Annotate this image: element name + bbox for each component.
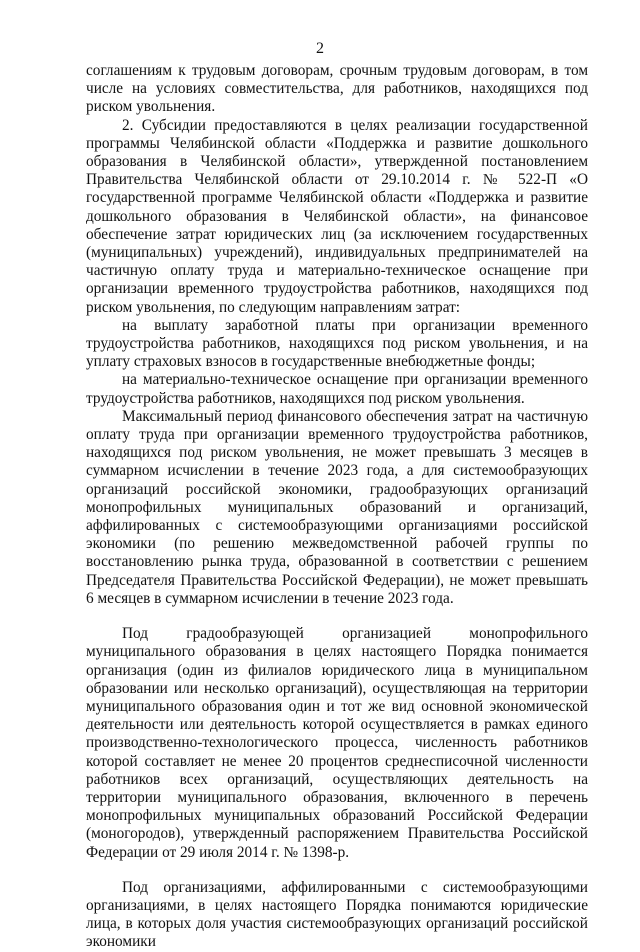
paragraph-continuation: соглашениям к трудовым договорам, срочным трудовым договорам, в том числе на условиях совместительства, для работников, находящихся под риском увольнения. [86, 62, 588, 116]
paragraph-affiliated-definition: Под организациями, аффилированными с системообразующими организациями, в целях настоящего Порядка понимаются юридические лица, в которых доля участия системообразующих организаций российской экономики [86, 878, 588, 951]
page-number: 2 [316, 40, 324, 57]
paragraph-expense-equipment: на материально-техническое оснащение при организации временного трудоустройства работников, находящихся под риском увольнения. [86, 371, 588, 407]
document-body [86, 62, 588, 952]
paragraph-max-period: Максимальный период финансового обеспечения затрат на частичную оплату труда при организации временного трудоустройства работников, находящихся под риском увольнения, не может превышать 3 месяцев в суммарном исчислении в течение 2023 года, а для системообразующих организаций российской экономики, градообразующих организаций монопрофильных муниципальных образований и организаций, аффилированных с системообразующими организациями российской экономики (по решению межведомственной рабочей группы по восстановлению рынка труда, образованной в соответствии с решением Председателя Правительства Российской Федерации), не может превышать 6 месяцев в суммарном исчислении в течение 2023 года. [86, 407, 588, 607]
paragraph-town-forming-definition: Под градообразующей организацией монопрофильного муниципального образования в целях настоящего Порядка понимается организация (один из филиалов юридического лица в муниципальном образовании или несколько организаций), осуществляющая на территории муниципального образования один и тот же вид основной экономической деятельности или деятельность которой осуществляется в рамках единого производственно-технологического процесса, численность работников которой составляет не менее 20 процентов среднесписочной численности работников всех организаций, осуществляющих деятельность на территории муниципального образования, включенного в перечень монопрофильных муниципальных образований Российской Федерации (моногородов), утвержденный распоряжением Правительства Российской Федерации от 29 июля 2014 г. № 1398-р. [86, 625, 588, 861]
paragraph-item-2: 2. Субсидии предоставляются в целях реализации государственной программы Челябинской области «Поддержка и развитие дошкольного образования в Челябинской области», утвержденной постановлением Правительства Челябинской области от 29.10.2014 г. № 522-П «О государственной программе Челябинской области «Поддержка и развитие дошкольного образования в Челябинской области», на финансовое обеспечение затрат юридических лиц (за исключением государственных (муниципальных) учреждений), индивидуальных предпринимателей на частичную оплату труда и материально-техническое оснащение при организации временного трудоустройства работников, находящихся под риском увольнения, по следующим направлениям затрат: [86, 116, 588, 316]
paragraph-expense-wages: на выплату заработной платы при организации временного трудоустройства работников, находящихся под риском увольнения, и на уплату страховых взносов в государственные внебюджетные фонды; [86, 316, 588, 371]
